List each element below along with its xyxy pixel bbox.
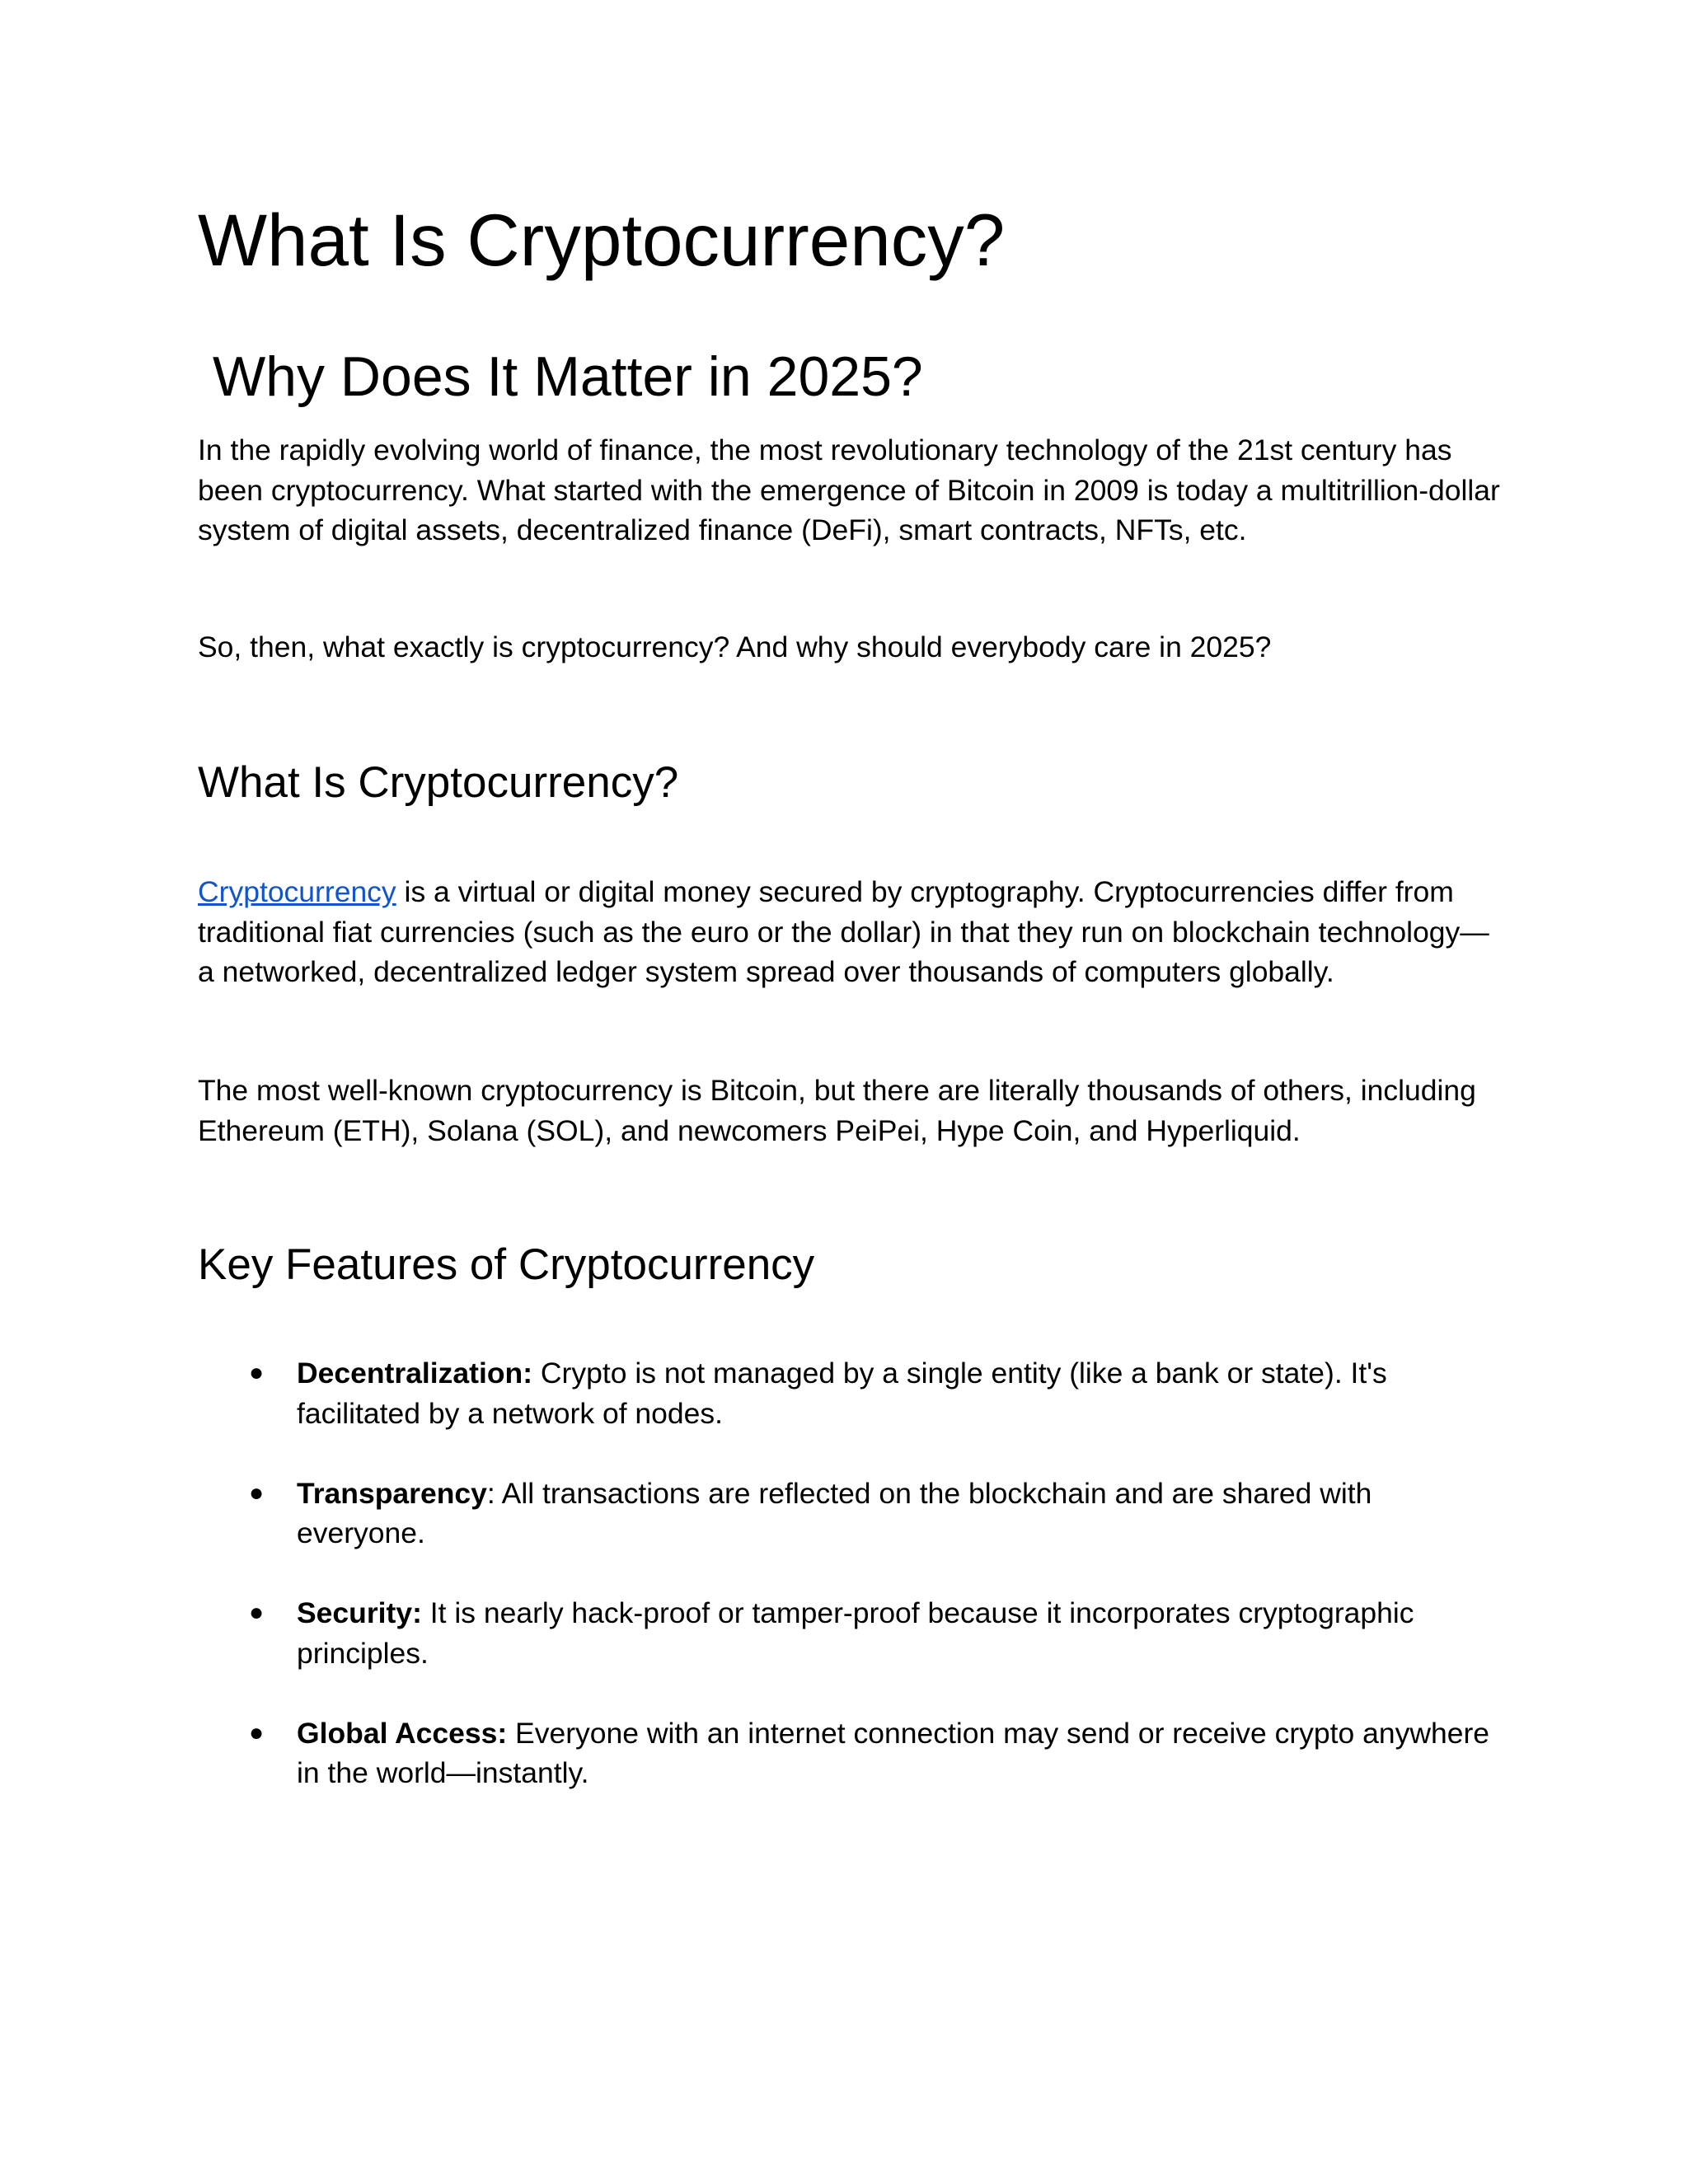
intro-paragraph: In the rapidly evolving world of finance, the most revolutionary technology of the 21st century has been cryptocurrency. What started with the emergence of Bitcoin in 2009 is today a multitrillion-dollar system of digital assets, decentralized finance (DeFi), smart contracts, NFTs, etc. — [198, 434, 1500, 546]
document-title: What Is Cryptocurrency? — [198, 199, 1006, 281]
feature-term: Global Access: — [297, 1716, 508, 1750]
feature-item-global-access — [198, 1713, 1500, 1793]
feature-description: Crypto is not managed by a single entity (like a bank or state). It's facilitated by a network of nodes. — [297, 1357, 1387, 1430]
question-paragraph: So, then, what exactly is cryptocurrency? And why should everybody care in 2025? — [198, 630, 1272, 663]
key-features-list — [198, 1353, 1517, 1833]
bullet-icon: ● — [249, 1599, 265, 1626]
document-subtitle: Why Does It Matter in 2025? — [213, 345, 923, 408]
feature-description: : All transactions are reflected on the blockchain and are shared with everyone. — [297, 1476, 1372, 1549]
section-heading-what-is: What Is Cryptocurrency? — [198, 758, 679, 807]
examples-paragraph: The most well-known cryptocurrency is Bitcoin, but there are literally thousands of others, including Ethereum (ETH), Solana (SOL), and newcomers PeiPei, Hype Coin, and Hyperliquid. — [198, 1074, 1476, 1147]
feature-term: Transparency — [297, 1476, 487, 1510]
bullet-icon: ● — [249, 1479, 265, 1507]
cryptocurrency-link[interactable]: Cryptocurrency — [198, 875, 396, 908]
section-heading-key-features: Key Features of Cryptocurrency — [198, 1240, 815, 1289]
definition-paragraph — [198, 872, 1500, 992]
feature-item-decentralization — [198, 1353, 1500, 1433]
bullet-icon: ● — [249, 1359, 265, 1386]
feature-item-transparency — [198, 1474, 1500, 1554]
feature-item-security — [198, 1593, 1500, 1673]
definition-text: is a virtual or digital money secured by cryptography. Cryptocurrencies differ from traditional fiat currencies (such as the euro or the dollar) in that they run on blockchain technology—a networked, decentralized ledger system spread over thousands of computers globally. — [198, 875, 1489, 988]
feature-term: Security: — [297, 1596, 422, 1629]
bullet-icon: ● — [249, 1718, 265, 1746]
feature-term: Decentralization: — [297, 1357, 533, 1390]
feature-description: It is nearly hack-proof or tamper-proof because it incorporates cryptographic principles. — [297, 1596, 1414, 1670]
feature-description: Everyone with an internet connection may send or receive crypto anywhere in the world—instantly. — [297, 1716, 1490, 1789]
